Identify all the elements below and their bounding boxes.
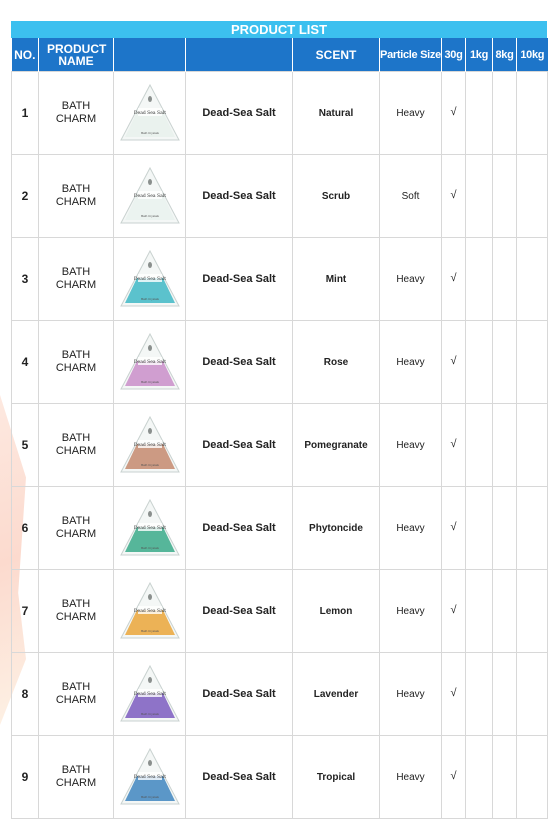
size-8kg-cell — [493, 72, 517, 155]
product-name-cell: BATH CHARM — [39, 72, 114, 155]
header-item — [186, 38, 293, 72]
table-row — [12, 736, 548, 819]
product-image-cell — [114, 404, 186, 487]
size-1kg-cell — [466, 487, 493, 570]
item-cell: Dead-Sea Salt — [186, 155, 293, 238]
scent-cell: Pomegranate — [293, 404, 380, 487]
size-1kg-cell — [466, 321, 493, 404]
product-image-cell — [114, 155, 186, 238]
item-cell: Dead-Sea Salt — [186, 72, 293, 155]
product-image-cell — [114, 238, 186, 321]
product-image-cell — [114, 487, 186, 570]
product-name-cell: BATH CHARM — [39, 653, 114, 736]
item-cell: Dead-Sea Salt — [186, 570, 293, 653]
header-30g: 30g — [442, 38, 466, 72]
table-row — [12, 404, 548, 487]
header-product-name: PRODUCT NAME — [39, 38, 114, 72]
header-8kg: 8kg — [493, 38, 517, 72]
scent-cell: Rose — [293, 321, 380, 404]
header-no: NO. — [12, 38, 39, 72]
scent-cell: Scrub — [293, 155, 380, 238]
size-8kg-cell — [493, 321, 517, 404]
product-image-cell — [114, 653, 186, 736]
scent-cell: Tropical — [293, 736, 380, 819]
size-30g-cell: √ — [442, 736, 466, 819]
item-cell: Dead-Sea Salt — [186, 404, 293, 487]
header-scent: SCENT — [293, 38, 380, 72]
svg-text:Bath Crystals: Bath Crystals — [140, 380, 159, 384]
svg-text:Dead Sea Salt: Dead Sea Salt — [133, 692, 166, 697]
svg-text:Dead Sea Salt: Dead Sea Salt — [133, 775, 166, 780]
size-30g-cell: √ — [442, 487, 466, 570]
product-image-cell — [114, 570, 186, 653]
scent-cell: Phytoncide — [293, 487, 380, 570]
table-row — [12, 321, 548, 404]
size-30g-cell: √ — [442, 72, 466, 155]
svg-text:Bath Crystals: Bath Crystals — [140, 712, 159, 716]
item-cell: Dead-Sea Salt — [186, 238, 293, 321]
salt-pyramid-image — [118, 248, 182, 310]
table-row — [12, 653, 548, 736]
product-image-cell — [114, 72, 186, 155]
size-10kg-cell — [517, 570, 548, 653]
size-8kg-cell — [493, 487, 517, 570]
size-30g-cell: √ — [442, 238, 466, 321]
salt-pyramid-image — [118, 663, 182, 725]
header-particle-size: Particle Size — [380, 38, 442, 72]
table-row — [12, 487, 548, 570]
product-list-sheet — [11, 21, 547, 819]
size-1kg-cell — [466, 238, 493, 321]
scent-cell: Lavender — [293, 653, 380, 736]
product-name-cell: BATH CHARM — [39, 404, 114, 487]
row-number: 9 — [12, 736, 39, 819]
svg-text:Bath Crystals: Bath Crystals — [140, 214, 159, 218]
item-cell: Dead-Sea Salt — [186, 653, 293, 736]
row-number: 2 — [12, 155, 39, 238]
item-cell: Dead-Sea Salt — [186, 487, 293, 570]
particle-size-cell: Heavy — [380, 238, 442, 321]
size-1kg-cell — [466, 404, 493, 487]
table-row — [12, 155, 548, 238]
svg-text:Dead Sea Salt: Dead Sea Salt — [133, 360, 166, 365]
size-10kg-cell — [517, 487, 548, 570]
size-30g-cell: √ — [442, 321, 466, 404]
particle-size-cell: Heavy — [380, 404, 442, 487]
header-1kg: 1kg — [466, 38, 493, 72]
item-cell: Dead-Sea Salt — [186, 736, 293, 819]
size-8kg-cell — [493, 570, 517, 653]
table-row — [12, 570, 548, 653]
size-1kg-cell — [466, 72, 493, 155]
size-10kg-cell — [517, 155, 548, 238]
table-row — [12, 238, 548, 321]
size-8kg-cell — [493, 155, 517, 238]
product-name-cell: BATH CHARM — [39, 321, 114, 404]
size-8kg-cell — [493, 404, 517, 487]
size-8kg-cell — [493, 653, 517, 736]
size-10kg-cell — [517, 404, 548, 487]
row-number: 5 — [12, 404, 39, 487]
size-1kg-cell — [466, 570, 493, 653]
svg-text:Bath Crystals: Bath Crystals — [140, 131, 159, 135]
svg-text:Dead Sea Salt: Dead Sea Salt — [133, 277, 166, 282]
salt-pyramid-image — [118, 165, 182, 227]
row-number: 7 — [12, 570, 39, 653]
salt-pyramid-image — [118, 82, 182, 144]
scent-cell: Natural — [293, 72, 380, 155]
salt-pyramid-image — [118, 497, 182, 559]
size-10kg-cell — [517, 238, 548, 321]
svg-text:Dead Sea Salt: Dead Sea Salt — [133, 526, 166, 531]
scent-cell: Mint — [293, 238, 380, 321]
size-30g-cell: √ — [442, 155, 466, 238]
product-name-cell: BATH CHARM — [39, 238, 114, 321]
header-image — [114, 38, 186, 72]
size-1kg-cell — [466, 155, 493, 238]
size-10kg-cell — [517, 321, 548, 404]
svg-text:Bath Crystals: Bath Crystals — [140, 795, 159, 799]
size-8kg-cell — [493, 736, 517, 819]
page-title: PRODUCT LIST — [11, 21, 547, 38]
size-30g-cell: √ — [442, 404, 466, 487]
particle-size-cell: Heavy — [380, 72, 442, 155]
product-name-cell: BATH CHARM — [39, 487, 114, 570]
svg-text:Bath Crystals: Bath Crystals — [140, 546, 159, 550]
particle-size-cell: Heavy — [380, 736, 442, 819]
row-number: 1 — [12, 72, 39, 155]
row-number: 4 — [12, 321, 39, 404]
header-10kg: 10kg — [517, 38, 548, 72]
size-1kg-cell — [466, 653, 493, 736]
particle-size-cell: Heavy — [380, 321, 442, 404]
svg-text:Dead Sea Salt: Dead Sea Salt — [133, 609, 166, 614]
particle-size-cell: Heavy — [380, 487, 442, 570]
salt-pyramid-image — [118, 414, 182, 476]
product-name-cell: BATH CHARM — [39, 570, 114, 653]
scent-cell: Lemon — [293, 570, 380, 653]
size-10kg-cell — [517, 736, 548, 819]
header-row — [12, 38, 548, 72]
svg-text:Dead Sea Salt: Dead Sea Salt — [133, 194, 166, 199]
size-30g-cell: √ — [442, 570, 466, 653]
table-row — [12, 72, 548, 155]
product-image-cell — [114, 321, 186, 404]
product-table — [11, 38, 548, 819]
svg-text:Bath Crystals: Bath Crystals — [140, 463, 159, 467]
size-10kg-cell — [517, 653, 548, 736]
salt-pyramid-image — [118, 580, 182, 642]
product-image-cell — [114, 736, 186, 819]
svg-text:Dead Sea Salt: Dead Sea Salt — [133, 111, 166, 116]
row-number: 6 — [12, 487, 39, 570]
size-10kg-cell — [517, 72, 548, 155]
svg-text:Bath Crystals: Bath Crystals — [140, 297, 159, 301]
row-number: 3 — [12, 238, 39, 321]
particle-size-cell: Heavy — [380, 570, 442, 653]
particle-size-cell: Soft — [380, 155, 442, 238]
size-8kg-cell — [493, 238, 517, 321]
salt-pyramid-image — [118, 331, 182, 393]
svg-text:Dead Sea Salt: Dead Sea Salt — [133, 443, 166, 448]
size-1kg-cell — [466, 736, 493, 819]
particle-size-cell: Heavy — [380, 653, 442, 736]
salt-pyramid-image — [118, 746, 182, 808]
size-30g-cell: √ — [442, 653, 466, 736]
product-name-cell: BATH CHARM — [39, 155, 114, 238]
product-name-cell: BATH CHARM — [39, 736, 114, 819]
row-number: 8 — [12, 653, 39, 736]
svg-text:Bath Crystals: Bath Crystals — [140, 629, 159, 633]
item-cell: Dead-Sea Salt — [186, 321, 293, 404]
